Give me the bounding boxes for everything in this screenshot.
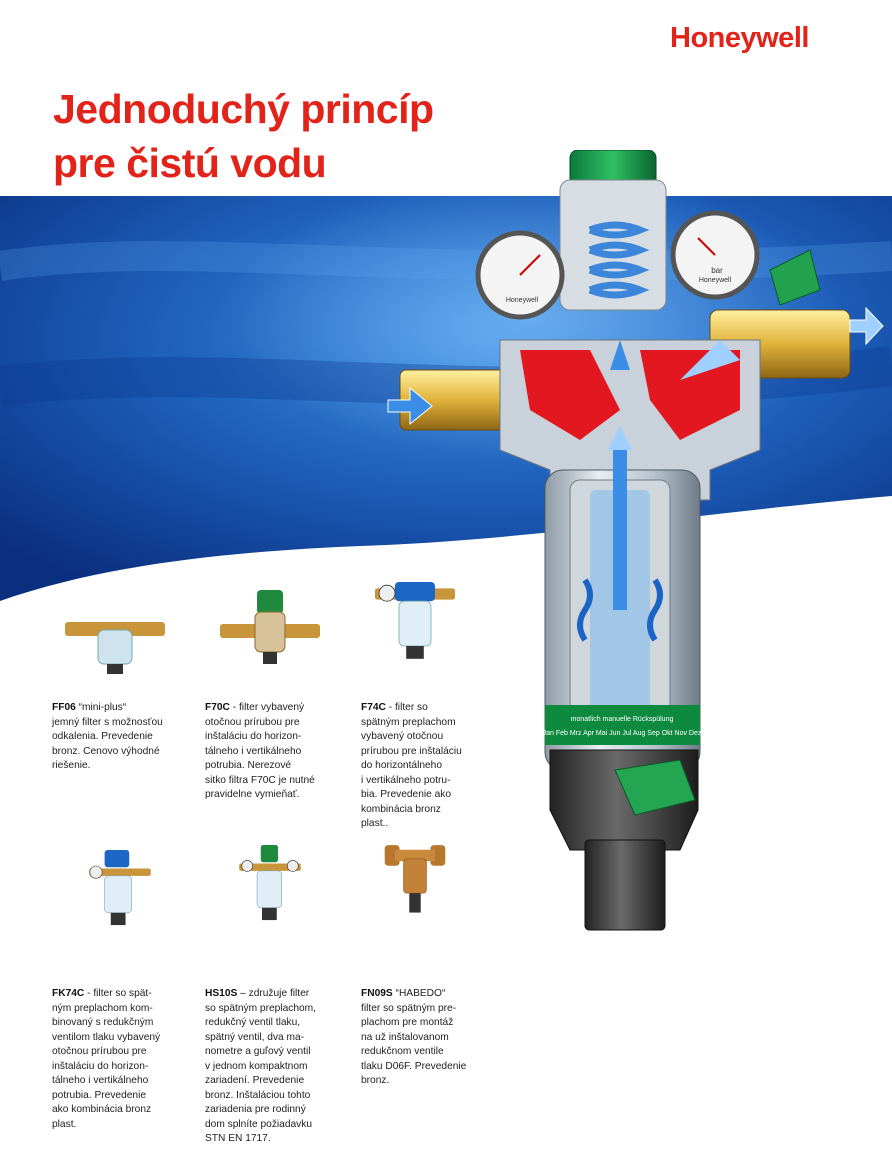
product-image-fn09s <box>360 836 470 916</box>
product-image-ff06 <box>60 600 170 680</box>
product-image-f70c <box>215 588 325 668</box>
gauge-right-brand: Honeywell <box>698 277 732 284</box>
product-text: – združuje filter so spätným preplachom, redukčný ventil tlaku, spätný ventil, dva ma- nometre a guľový ventil v jednom kompaktnom zariadení. Prevedenie bronz. Inštaláciou tohto zariadenia pre rodinný dom splníte požiadavku STN EN 1717. <box>205 988 316 1144</box>
product-code: FN09S <box>361 988 393 999</box>
product-text: - filter so spätným preplachom vybavený otočnou prírubou pre inštaláciu do horizontálneho i vertikálneho potru- bia. Prevedenie ako kombinácia bronz plast.. <box>361 702 462 829</box>
product-text: “mini-plus“ jemný filter s možnosťou odkalenia. Prevedenie bronz. Cenovo výhodné riešenie. <box>52 702 163 771</box>
product-desc-hs10s <box>205 987 345 1147</box>
product-desc-fn09s <box>361 987 501 1089</box>
product-code: F70C <box>205 702 230 713</box>
hero-band-months: Jan Feb Mrz Apr Mai Jun Jul Aug Sep Okt Nov Dez <box>542 730 702 737</box>
product-text: “HABEDO“ filter so spätným pre- plachom pre montáž na už inštalovanom redukčnom ventile tlaku D06F. Prevedenie bronz. <box>361 988 467 1086</box>
product-image-f74c <box>360 582 470 662</box>
product-desc-f74c <box>361 701 501 832</box>
product-text: - filter so spät- ným preplachom kom- binovaný s redukčným ventilom tlaku vybavený otočnou prírubou pre inštaláciu do horizon- tálneho i vertikálneho potrubia. Prevedenie ako kombinácia bronz plast. <box>52 988 161 1130</box>
honeywell-logo: Honeywell <box>670 22 809 54</box>
page-title <box>53 82 434 190</box>
gauge-left-brand: Honeywell <box>505 297 539 304</box>
product-image-hs10s <box>215 845 325 925</box>
product-desc-fk74c <box>52 987 192 1132</box>
product-desc-f70c <box>205 701 345 803</box>
product-text: - filter vybavený otočnou prírubou pre inštaláciu do horizon- tálneho i vertikálneho potrubia. Nerezové sitko filtra F70C je nutné pravidelne vymieňať. <box>205 702 315 800</box>
product-code: FF06 <box>52 702 76 713</box>
product-desc-ff06 <box>52 701 192 774</box>
product-code: HS10S <box>205 988 238 999</box>
gauge-unit: bar <box>711 266 723 275</box>
hero-band-label: monatlich manuelle Rückspülung <box>570 716 674 723</box>
product-code: FK74C <box>52 988 85 999</box>
title-line-1: Jednoduchý princíp <box>53 86 434 132</box>
title-line-2: pre čistú vodu <box>53 140 327 186</box>
product-code: F74C <box>361 702 386 713</box>
product-image-fk74c <box>65 850 175 930</box>
